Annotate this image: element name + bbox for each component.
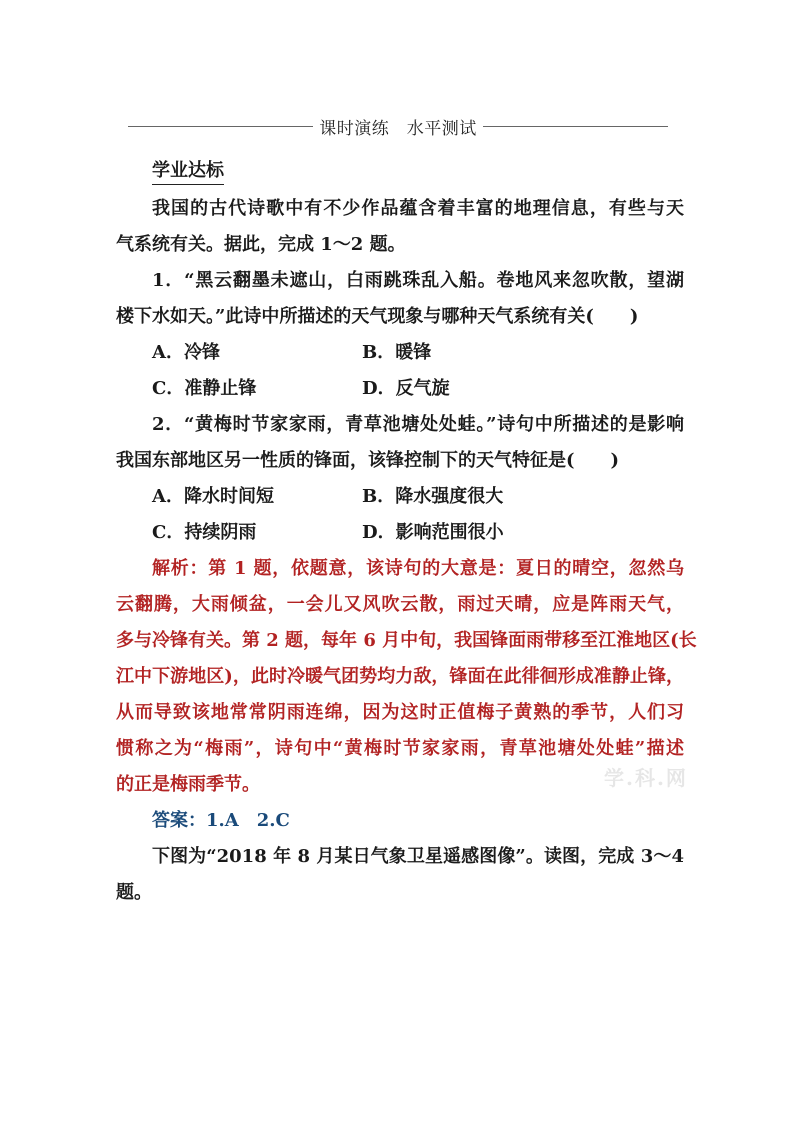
analysis-line-3: 多与冷锋有关。第 2 题，每年 6 月中旬，我国锋面雨带移至江淮地区(长 (116, 630, 697, 651)
q1-stem-line-2: 楼下水如天。”此诗中所描述的天气现象与哪种天气系统有关( ) (116, 306, 639, 327)
q2-stem-line-2: 我国东部地区另一性质的锋面，该锋控制下的天气特征是( ) (116, 450, 620, 471)
q2-option-d: D．影响范围很小 (362, 522, 504, 543)
q2-option-b: B．降水强度很大 (362, 486, 504, 507)
header-rule-right (483, 126, 668, 127)
q1-options-row-2 (116, 371, 684, 407)
intro-line-2: 气系统有关。据此，完成 1～2 题。 (116, 234, 406, 255)
answer-line: 答案：1.A 2.C (152, 810, 290, 831)
next-intro-line-1: 下图为“2018 年 8 月某日气象卫星遥感图像”。读图，完成 3～4 (152, 846, 684, 867)
q2-stem-line-1: 2．“黄梅时节家家雨，青草池塘处处蛙。”诗句中所描述的是影响 (152, 414, 684, 435)
analysis-line-4: 江中下游地区)，此时冷暖气团势均力敌，锋面在此徘徊形成准静止锋， (116, 666, 684, 687)
analysis-line-1: 解析：第 1 题，依题意，该诗句的大意是：夏日的晴空，忽然乌 (152, 558, 684, 579)
section-label: 学业达标 (152, 160, 224, 185)
header-rule-left (128, 126, 313, 127)
q2-option-a: A．降水时间短 (152, 486, 274, 507)
analysis-line-6: 惯称之为“梅雨”，诗句中“黄梅时节家家雨，青草池塘处处蛙”描述 (116, 738, 684, 759)
analysis-line-5: 从而导致该地常常阴雨连绵，因为这时正值梅子黄熟的季节，人们习 (116, 702, 684, 723)
q1-stem-line-1: 1．“黑云翻墨未遮山，白雨跳珠乱入船。卷地风来忽吹散，望湖 (152, 270, 684, 291)
analysis-line-2: 云翻腾，大雨倾盆，一会儿又风吹云散，雨过天晴，应是阵雨天气， (116, 594, 684, 615)
q1-option-d: D．反气旋 (362, 378, 450, 399)
document-body (116, 160, 697, 911)
q2-options-row-1 (116, 479, 684, 515)
q2-options-row-2 (116, 515, 684, 551)
q1-option-b: B．暖锋 (362, 342, 432, 363)
page-header (128, 114, 668, 138)
q1-options-row-1 (116, 335, 684, 371)
analysis-line-7: 的正是梅雨季节。 (116, 774, 260, 795)
q1-option-c: C．准静止锋 (152, 378, 257, 399)
q1-option-a: A．冷锋 (152, 342, 220, 363)
header-title: 课时演练 水平测试 (319, 118, 477, 139)
watermark-logo: 学.科.网 (604, 766, 688, 790)
intro-line-1: 我国的古代诗歌中有不少作品蕴含着丰富的地理信息，有些与天 (152, 198, 684, 219)
next-intro-line-2: 题。 (116, 882, 152, 903)
q2-option-c: C．持续阴雨 (152, 522, 257, 543)
